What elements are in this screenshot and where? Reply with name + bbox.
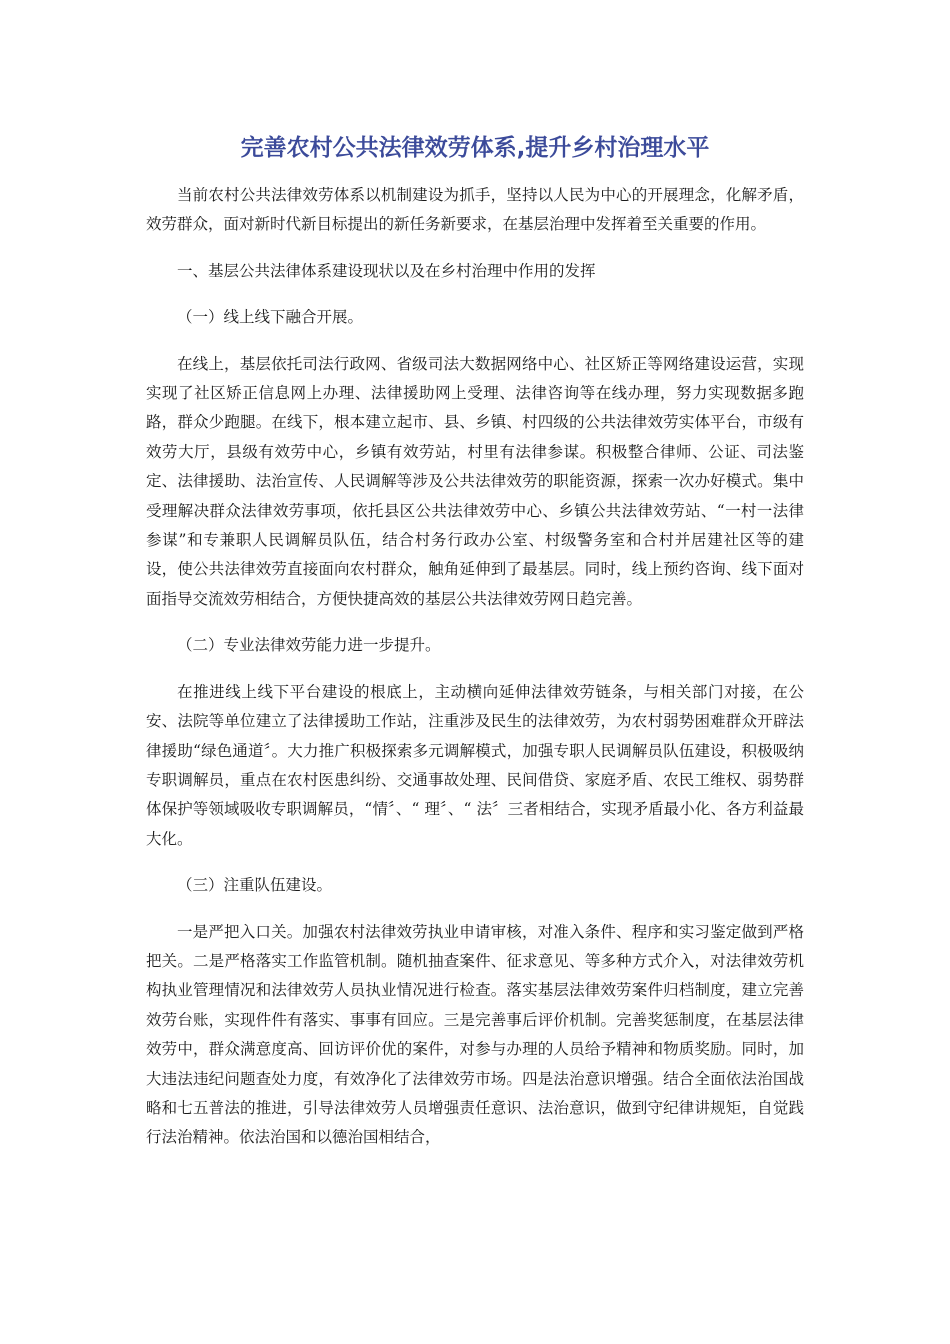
subsection-heading-2: （二）专业法律效劳能力进一步提升。 xyxy=(177,636,441,655)
subsection-heading-3: （三）注重队伍建设。 xyxy=(177,876,333,895)
subsection-heading-1: （一）线上线下融合开展。 xyxy=(177,308,364,327)
section-heading-1: 一、基层公共法律体系建设现状以及在乡村治理中作用的发挥 xyxy=(177,261,596,280)
intro-paragraph: 当前农村公共法律效劳体系以机制建设为抓手，坚持以人民为中心的开展理念，化解矛盾，效劳群众，面对新时代新目标提出的新任务新要求，在基层治理中发挥着至关重要的作用。 xyxy=(146,186,804,234)
body-paragraph-3: 一是严把入口关。加强农村法律效劳执业申请审核，对准入条件、程序和实习鉴定做到严格把关。二是严格落实工作监管机制。随机抽查案件、征求意见、等多种方式介入，对法律效劳机构执业管理情况和法律效劳人员执业情况进行检查。落实基层法律效劳案件归档制度，建立完善效劳台账，实现件件有落实、事事有回应。三是完善事后评价机制。完善奖惩制度，在基层法律效劳中，群众满意度高、回访评价优的案件，对参与办理的人员给予精神和物质奖励。同时，加大违法违纪问题查处力度，有效净化了法律效劳市场。四是法治意识增强。结合全面依法治国战略和七五普法的推进，引导法律效劳人员增强责任意识、法治意识，做到守纪律讲规矩，自觉践行法治精神。依法治国和以德治国相结合， xyxy=(146,922,804,1147)
document-body xyxy=(146,181,804,1170)
document-title: 完善农村公共法律效劳体系,提升乡村治理水平 xyxy=(240,135,710,161)
body-paragraph-2: 在推进线上线下平台建设的根底上，主动横向延伸法律效劳链条，与相关部门对接，在公安、法院等单位建立了法律援助工作站，注重涉及民生的法律效劳，为农村弱势困难群众开辟法律援助“绿色通道〞。大力推广积极探索多元调解模式，加强专职人民调解员队伍建设，积极吸纳专职调解员，重点在农村医患纠纷、交通事故处理、民间借贷、家庭矛盾、农民工维权、弱势群体保护等领域吸收专职调解员，“情〞、“ 理〞、“ 法〞三者相结合，实现矛盾最小化、各方利益最大化。 xyxy=(146,682,804,848)
body-paragraph-1: 在线上，基层依托司法行政网、省级司法大数据网络中心、社区矫正等网络建设运营，实现实现了社区矫正信息网上办理、法律援助网上受理、法律咨询等在线办理，努力实现数据多跑路，群众少跑腿。在线下，根本建立起市、县、乡镇、村四级的公共法律效劳实体平台，市级有效劳大厅，县级有效劳中心，乡镇有效劳站，村里有法律参谋。积极整合律师、公证、司法鉴定、法律援助、法治宣传、人民调解等涉及公共法律效劳的职能资源，探索一次办好模式。集中受理解决群众法律效劳事项，依托县区公共法律效劳中心、乡镇公共法律效劳站、“一村一法律参谋”和专兼职人民调解员队伍，结合村务行政办公室、村级警务室和合村并居建社区等的建设，使公共法律效劳直接面向农村群众，触角延伸到了最基层。同时，线上预约咨询、线下面对面指导交流效劳相结合，方便快捷高效的基层公共法律效劳网日趋完善。 xyxy=(146,354,804,608)
